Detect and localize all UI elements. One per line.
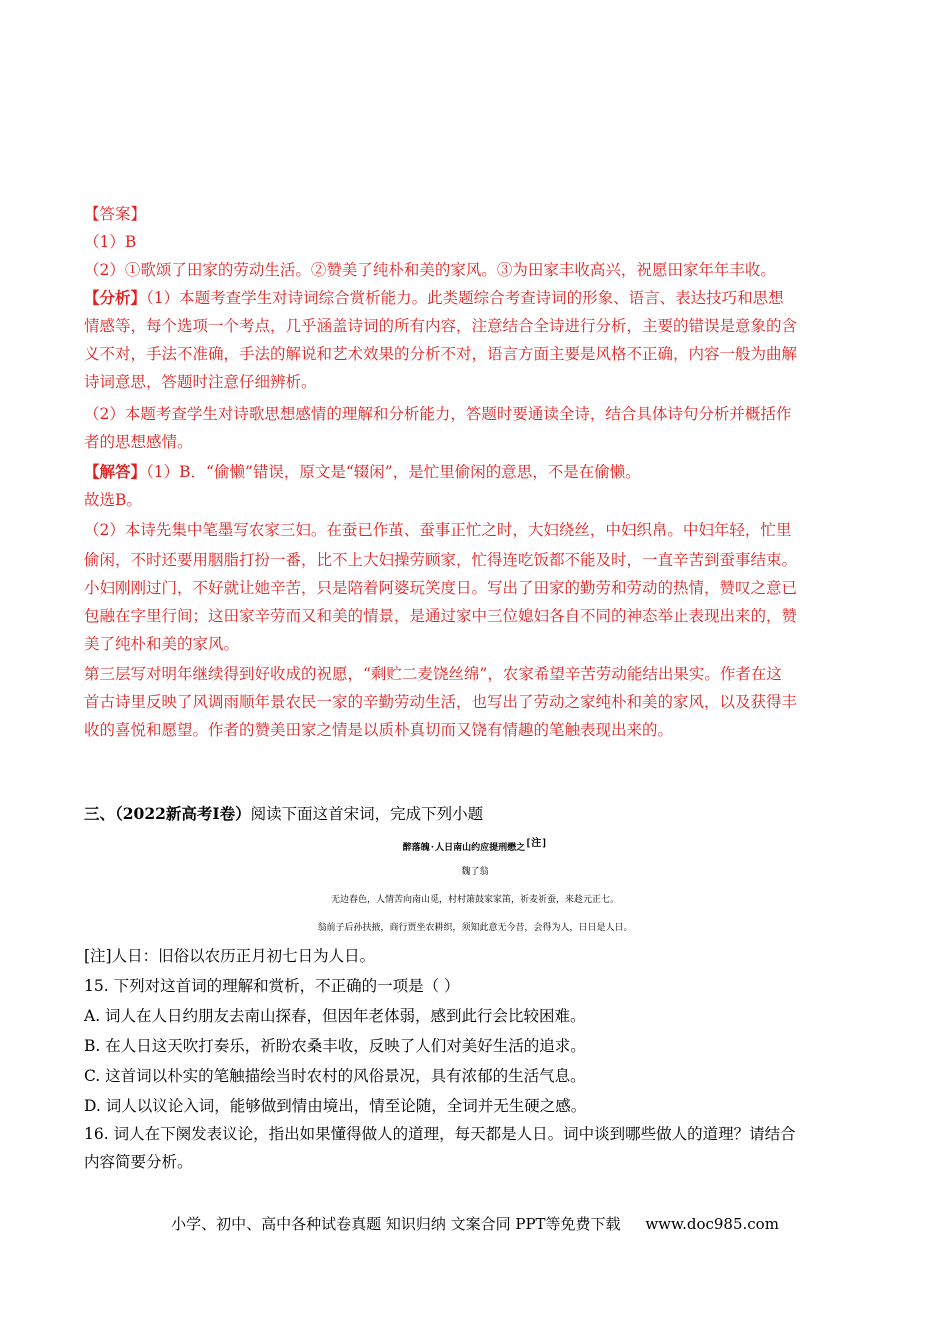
question-15: 15. 下列对这首词的理解和赏析，不正确的一项是（ ） xyxy=(84,977,460,995)
poem-note-mark: [注] xyxy=(525,838,548,849)
footer-text: 小学、初中、高中各种试卷真题 知识归纳 文案合同 PPT等免费下载 xyxy=(171,1215,621,1233)
solution-choice: 故选B。 xyxy=(84,491,142,509)
option-a: A. 词人在人日约朋友去南山探春，但因年老体弱，感到此行会比较困难。 xyxy=(84,1007,586,1025)
section-instruction: 阅读下面这首宋词，完成下列小题 xyxy=(250,805,484,823)
solution-line-7: 第三层写对明年继续得到好收成的祝愿，“剩贮二麦饶丝绵”，农家希望辛苦劳动能结出果实。作者在这 xyxy=(84,665,782,683)
solution-text: （1）B．“偷懒”错误，原文是“辍闲”，是忙里偷闲的意思，不是在偷懒。 xyxy=(146,463,641,481)
answer-1: （1）B xyxy=(84,233,137,251)
solution-line-4: 小妇刚刚过门，不好就让她辛苦，只是陪着阿婆玩笑度日。写出了田家的勤劳和劳动的热情，赞叹之意已 xyxy=(84,579,798,597)
analysis-line-4: 诗词意思，答题时注意仔细辨析。 xyxy=(84,373,317,391)
poem-note: [注]人日：旧俗以农历正月初七日为人日。 xyxy=(84,947,376,965)
analysis-line-6: 者的思想感情。 xyxy=(84,433,193,451)
analysis-line-1 xyxy=(84,284,784,312)
answer-heading: 【答案】 xyxy=(84,205,147,223)
question-16-line-1: 16. 词人在下阕发表议论，指出如果懂得做人的道理，每天都是人日。词中谈到哪些做人的道理？请结合 xyxy=(84,1125,796,1143)
poem-line-2: 翁前子后孙扶掖，商行贾坐农耕织，须知此意无今昔，会得为人，日日是人日。 xyxy=(317,923,633,933)
poem-line-1: 无边春色，人情苦向南山觅，村村箫鼓家家笛，祈麦祈蚕，来趁元正七。 xyxy=(330,895,619,905)
solution-line-5: 包融在字里行间；这田家辛劳而又和美的情景，是通过家中三位媳妇各自不同的神态举止表现出来的，赞 xyxy=(84,607,798,625)
solution-line-8: 首古诗里反映了风调雨顺年景农民一家的辛勤劳动生活，也写出了劳动之家纯朴和美的家风，以及获得丰 xyxy=(84,693,798,711)
answer-2: （2）①歌颂了田家的劳动生活。②赞美了纯朴和美的家风。③为田家丰收高兴，祝愿田家年年丰收。 xyxy=(84,261,776,279)
analysis-text: （1）本题考查学生对诗词综合赏析能力。此类题综合考查诗词的形象、语言、表达技巧和思想 xyxy=(146,289,784,307)
solution-line-1 xyxy=(84,458,641,486)
poem-title: 醉落魄·人日南山约应提刑懋之 xyxy=(402,843,526,853)
solution-line-6: 美了纯朴和美的家风。 xyxy=(84,635,240,653)
solution-heading: 【解答】 xyxy=(84,462,147,481)
footer-url[interactable]: www.doc985.com xyxy=(645,1215,779,1233)
analysis-line-2: 情感等，每个选项一个考点，几乎涵盖诗词的所有内容，注意结合全诗进行分析，主要的错误是意象的含 xyxy=(84,317,798,335)
analysis-heading: 【分析】 xyxy=(84,288,147,307)
analysis-line-5: （2）本题考查学生对诗歌思想感情的理解和分析能力，答题时要通读全诗，结合具体诗句分析并概括作 xyxy=(84,405,792,423)
analysis-line-3: 义不对，手法不准确，手法的解说和艺术效果的分析不对，语言方面主要是风格不正确，内容一般为曲解 xyxy=(84,345,798,363)
option-b: B. 在人日这天吹打奏乐，祈盼农桑丰收，反映了人们对美好生活的追求。 xyxy=(84,1037,586,1055)
section-source: 三、（2022新高考Ⅰ卷） xyxy=(84,804,251,823)
section-heading xyxy=(84,800,483,828)
solution-line-3: 偷闲，不时还要用胭脂打扮一番，比不上大妇操劳顾家，忙得连吃饭都不能及时，一直辛苦到蚕事结束。 xyxy=(84,551,798,569)
solution-line-9: 收的喜悦和愿望。作者的赞美田家之情是以质朴真切而又饶有情趣的笔触表现出来的。 xyxy=(84,721,674,739)
page-footer xyxy=(0,1212,950,1236)
question-16-line-2: 内容简要分析。 xyxy=(84,1153,193,1171)
option-d: D. 词人以议论入词，能够做到情由境出，情至论随，全词并无生硬之感。 xyxy=(84,1097,587,1115)
solution-line-2: （2）本诗先集中笔墨写农家三妇。在蚕已作茧、蚕事正忙之时，大妇绕丝，中妇织帛。中妇年轻，忙里 xyxy=(84,521,792,539)
option-c: C. 这首词以朴实的笔触描绘当时农村的风俗景况，具有浓郁的生活气息。 xyxy=(84,1067,586,1085)
poem-author: 魏了翁 xyxy=(461,867,489,877)
